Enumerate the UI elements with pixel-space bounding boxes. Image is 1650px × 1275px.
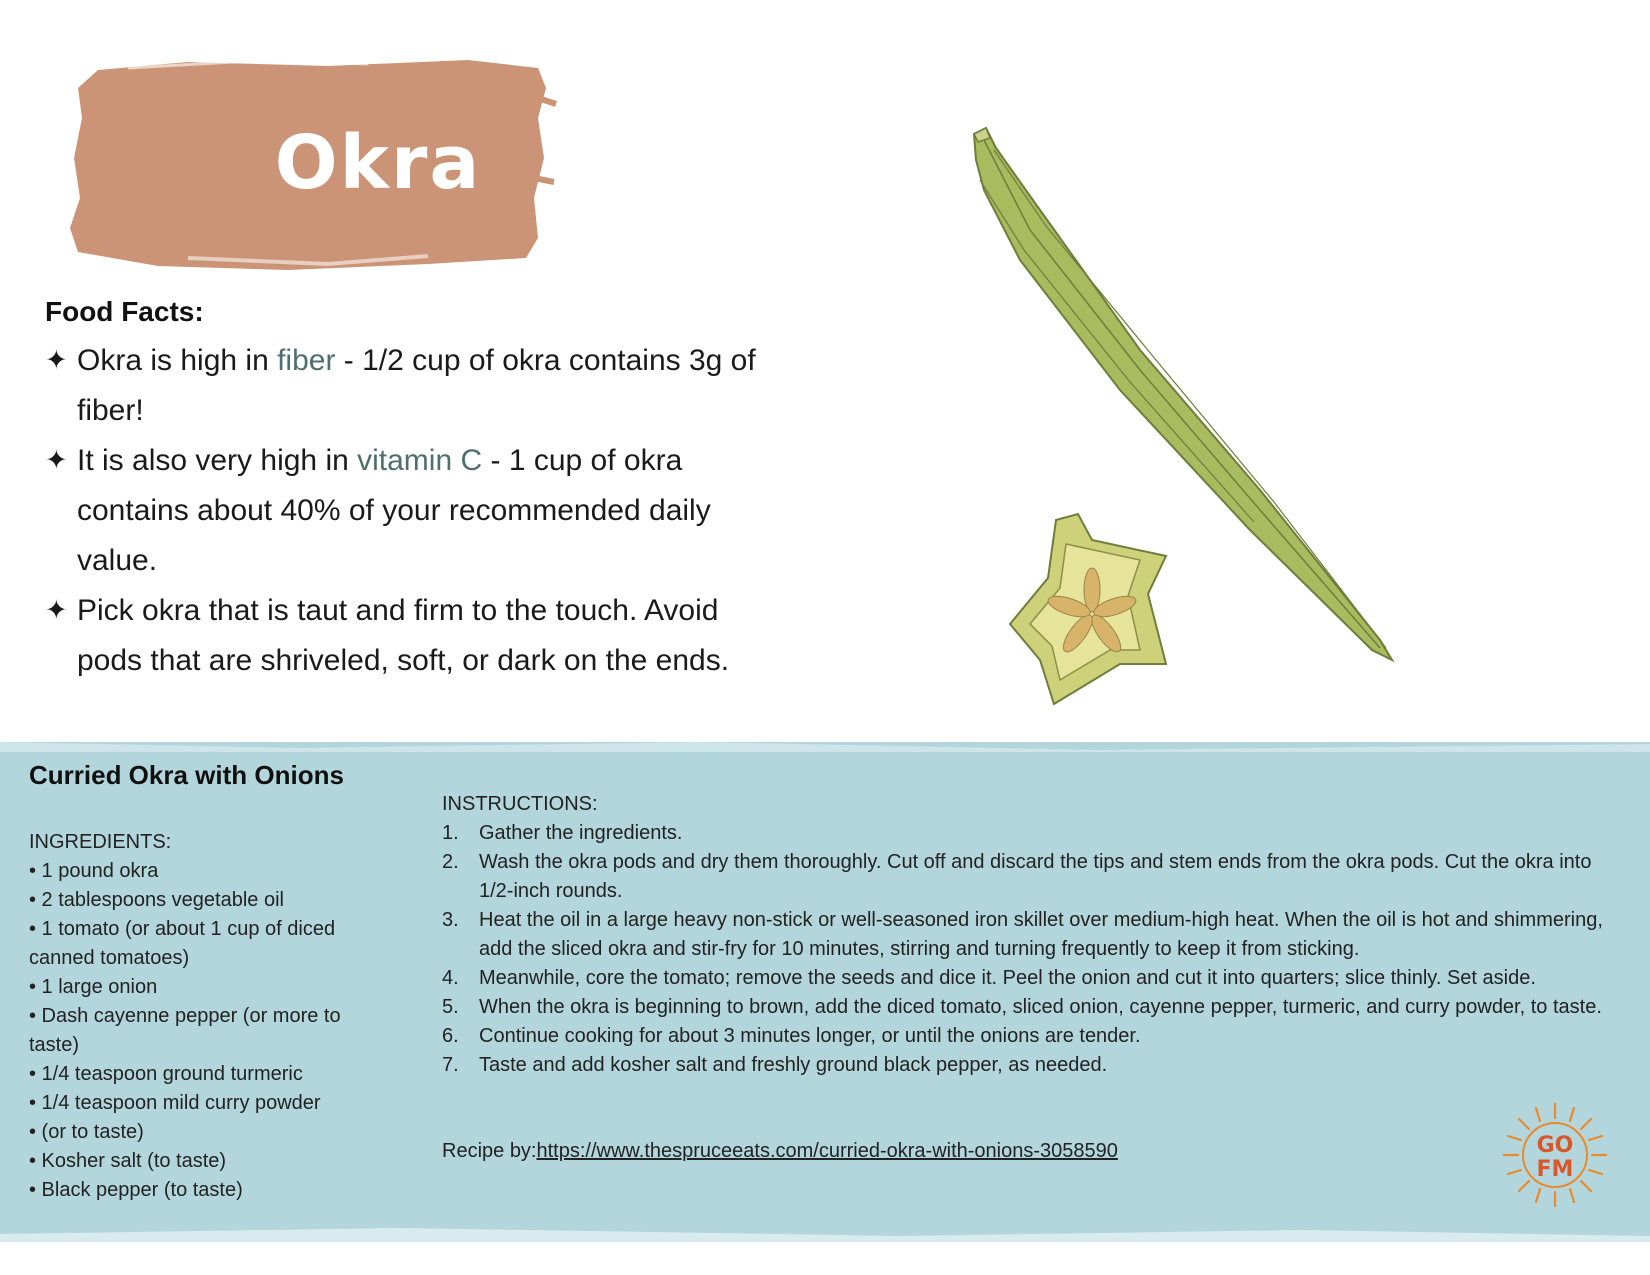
page-title: Okra (274, 120, 482, 206)
credit-label: Recipe by: (442, 1140, 537, 1162)
fact-text: - 1/2 cup of okra contains 3g of fiber! (77, 344, 756, 427)
step-number: 4. (442, 967, 459, 989)
okra-pod-icon (960, 120, 1440, 710)
ingredients-label: INGREDIENTS: (29, 831, 172, 853)
star-bullet-icon: ✦ (45, 595, 68, 626)
list-item: • Kosher salt (to taste) (29, 1150, 227, 1172)
fact-text: Okra is high in (77, 344, 278, 377)
instructions-list (442, 819, 1622, 1080)
ingredients-list (29, 857, 389, 1205)
step-text: Heat the oil in a large heavy non-stick or well-seasoned iron skillet over medium-high heat. When the oil is hot and shimmering, add the sliced okra and stir-fry for 10 minutes, stirring and turning frequently to keep it from sticking. (479, 909, 1603, 960)
list-item: • Dash cayenne pepper (or more to taste) (29, 1005, 341, 1056)
instruction-step (442, 993, 1622, 1022)
fact-text: - 1 cup of okra contains about 40% of your recommended daily value. (77, 444, 711, 577)
fact-highlight: vitamin C (357, 444, 483, 477)
fact-item (45, 336, 785, 436)
instructions-section (442, 790, 1622, 1080)
okra-illustration (960, 120, 1440, 710)
step-text: Taste and add kosher salt and freshly ground black pepper, as needed. (479, 1054, 1108, 1076)
logo-text-fm: FM (1536, 1157, 1574, 1182)
recipe-title: Curried Okra with Onions (29, 760, 344, 790)
fact-highlight: fiber (277, 344, 336, 377)
instruction-step (442, 819, 1622, 848)
step-text: When the okra is beginning to brown, add the diced tomato, sliced onion, cayenne pepper, turmeric, and curry powder, to taste. (479, 996, 1602, 1018)
gofm-logo (1500, 1100, 1610, 1210)
star-bullet-icon: ✦ (45, 445, 68, 476)
title-banner (68, 58, 576, 280)
list-item: • 1 large onion (29, 976, 158, 998)
recipe-credit (442, 1140, 1118, 1163)
instruction-step (442, 1051, 1622, 1080)
step-text: Wash the okra pods and dry them thoroughly. Cut off and discard the tips and stem ends from the okra pods. Cut the okra into 1/2-inch rounds. (479, 851, 1592, 902)
list-item: • 1/4 teaspoon mild curry powder (29, 1092, 321, 1114)
list-item: • (or to taste) (29, 1121, 144, 1143)
step-number: 7. (442, 1054, 459, 1076)
instructions-label: INSTRUCTIONS: (442, 793, 598, 815)
step-number: 2. (442, 851, 459, 873)
step-text: Meanwhile, core the tomato; remove the seeds and dice it. Peel the onion and cut it into quarters; slice thinly. Set aside. (479, 967, 1536, 989)
list-item: • Black pepper (to taste) (29, 1179, 243, 1201)
list-item: • 1/4 teaspoon ground turmeric (29, 1063, 303, 1085)
logo-text-go: GO (1536, 1133, 1574, 1158)
step-number: 3. (442, 909, 459, 931)
list-item: • 1 pound okra (29, 860, 159, 882)
instruction-step (442, 1022, 1622, 1051)
ingredients-section (29, 828, 389, 1205)
fact-item (45, 586, 785, 686)
sun-logo-icon (1500, 1100, 1610, 1210)
list-item: • 2 tablespoons vegetable oil (29, 889, 284, 911)
step-text: Continue cooking for about 3 minutes longer, or until the onions are tender. (479, 1025, 1141, 1047)
food-facts-section (45, 296, 785, 686)
star-bullet-icon: ✦ (45, 345, 68, 376)
instruction-step (442, 848, 1622, 906)
fact-item (45, 436, 785, 586)
list-item: • 1 tomato (or about 1 cup of diced canned tomatoes) (29, 918, 336, 969)
recipe-source-link[interactable]: https://www.thespruceeats.com/curried-okra-with-onions-3058590 (536, 1140, 1118, 1162)
step-text: Gather the ingredients. (479, 822, 683, 844)
step-number: 6. (442, 1025, 459, 1047)
step-number: 1. (442, 822, 459, 844)
food-facts-heading: Food Facts: (45, 296, 204, 327)
instruction-step (442, 906, 1622, 964)
instruction-step (442, 964, 1622, 993)
step-number: 5. (442, 996, 459, 1018)
fact-text: Pick okra that is taut and firm to the touch. Avoid pods that are shriveled, soft, or dark on the ends. (77, 594, 730, 677)
fact-text: It is also very high in (77, 444, 358, 477)
